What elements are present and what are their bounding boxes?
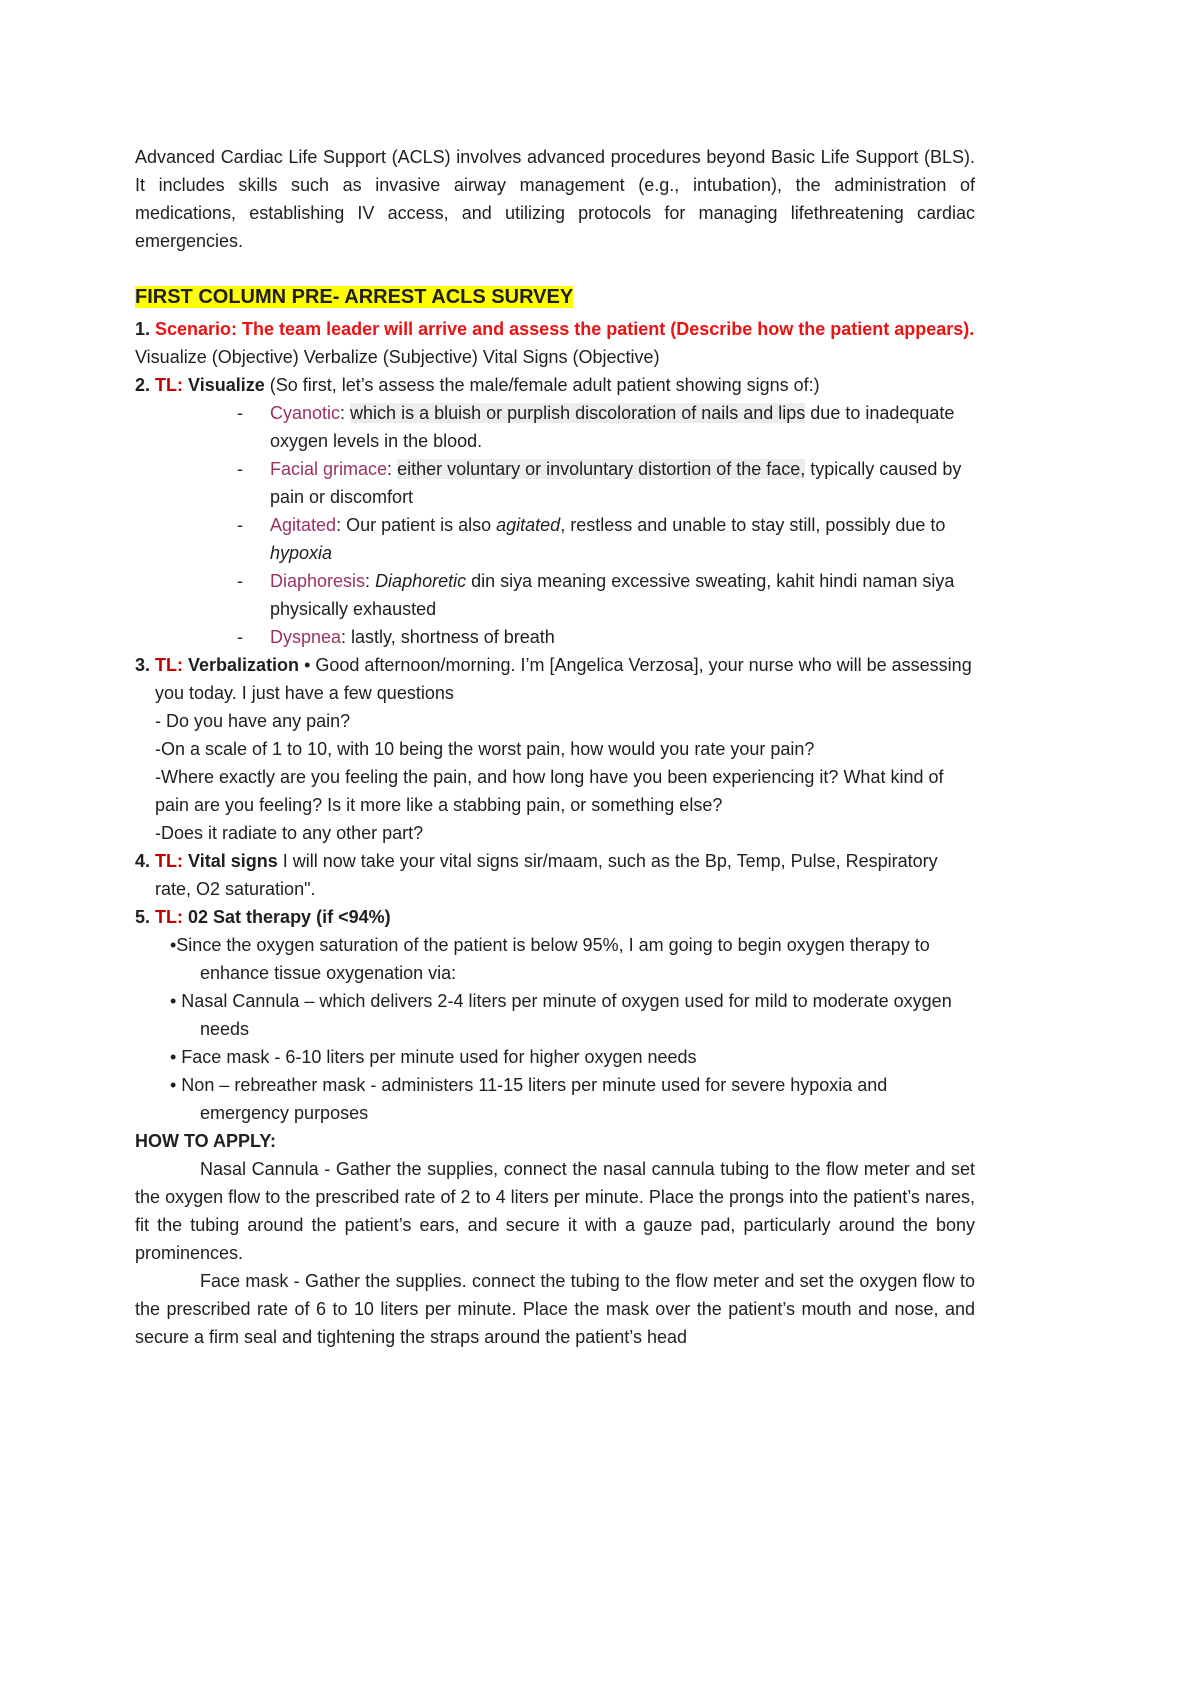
dash-bullet-icon: - (237, 627, 243, 647)
visualize-item (135, 371, 975, 399)
face-mask-bullet (135, 1043, 975, 1071)
text-segment: TL: (155, 655, 183, 675)
text-segment: -Where exactly are you feeling the pain, and how long have you been experiencing it? What kind of pain are you feeling? Is it more like a stabbing pain, or something else? (155, 767, 944, 815)
intro-paragraph (135, 143, 975, 255)
text-segment: : (387, 459, 398, 479)
text-segment: Advanced Cardiac Life Support (ACLS) involves advanced procedures beyond Basic Life Support (BLS). It includes skills such as invasive airway management (e.g., intubation), the administration of medications, establishing IV access, and utilizing protocols for managing lifethreatening cardiac emergencies. (135, 147, 975, 251)
text-segment: : lastly, shortness of breath (341, 627, 555, 647)
text-segment: typically caused by pain or discomfort (270, 459, 962, 507)
text-segment: 2. (135, 375, 156, 395)
text-segment: 3. (135, 655, 156, 675)
text-segment: Facial grimace (270, 459, 388, 479)
text-segment: due to inadequate oxygen levels in the blood. (270, 403, 955, 451)
text-segment: agitated (496, 515, 561, 535)
text-segment: • Good afternoon/morning. I’m [Angelica Verzosa], your nurse who will be assessing you today. I just have a few questions (155, 655, 972, 703)
text-segment: 02 Sat therapy (if <94%) (188, 907, 391, 927)
text-segment: , restless and unable to stay still, possibly due to (560, 515, 946, 535)
text-segment: FIRST COLUMN PRE- ARREST ACLS SURVEY (135, 286, 574, 308)
text-segment: either voluntary or involuntary distortion of the face, (397, 459, 806, 479)
dash-bullet-icon: - (237, 515, 243, 535)
question-1 (135, 707, 975, 735)
text-segment: (So first, let’s assess the male/female adult patient showing signs of:) (264, 375, 820, 395)
dash-bullet-icon: - (237, 571, 243, 591)
text-segment: Visualize (188, 375, 265, 395)
dash-bullet-icon: - (237, 459, 243, 479)
text-segment: Diaphoresis (270, 571, 366, 591)
symptom-diaphoresis (135, 567, 975, 623)
dash-bullet-icon: - (237, 403, 243, 423)
text-segment: -On a scale of 1 to 10, with 10 being the worst pain, how would you rate your pain? (155, 739, 815, 759)
o2-sat-therapy-item (135, 903, 975, 931)
symptom-diaphoresis-text (270, 567, 975, 623)
nasal-cannula-instructions (135, 1155, 975, 1267)
symptom-dyspnea (135, 623, 975, 651)
nasal-cannula-bullet (135, 987, 975, 1043)
symptom-agitated (135, 511, 975, 567)
symptom-cyanotic-text (270, 399, 975, 455)
survey-heading (135, 283, 975, 311)
text-segment: -Does it radiate to any other part? (155, 823, 424, 843)
how-to-apply-heading (135, 1127, 975, 1155)
non-rebreather-bullet (135, 1071, 975, 1127)
symptom-agitated-text (270, 511, 975, 567)
text-segment: hypoxia (270, 543, 333, 563)
symptom-cyanotic (135, 399, 975, 455)
face-mask-instructions (135, 1267, 975, 1351)
text-segment: Diaphoretic (375, 571, 467, 591)
symptom-dyspnea-text (270, 623, 975, 651)
assessment-types-line (135, 343, 975, 371)
text-segment: • Face mask - 6-10 liters per minute used for higher oxygen needs (170, 1047, 697, 1067)
scenario-item (135, 315, 975, 343)
text-segment: din siya meaning excessive sweating, kahit hindi naman siya physically exhausted (270, 571, 955, 619)
symptom-facial-grimace-text (270, 455, 975, 511)
text-segment: Agitated (270, 515, 337, 535)
vital-signs-item (135, 847, 975, 903)
text-segment: : (340, 403, 351, 423)
text-segment: which is a bluish or purplish discoloration of nails and lips (350, 403, 806, 423)
text-segment: • Non – rebreather mask - administers 11-15 liters per minute used for severe hypoxia and emergency purposes (170, 1075, 888, 1123)
question-4 (135, 819, 975, 847)
text-segment: : (365, 571, 376, 591)
text-segment: - Do you have any pain? (155, 711, 351, 731)
text-segment: 4. (135, 851, 156, 871)
text-segment: Verbalization (188, 655, 300, 675)
text-segment: I will now take your vital signs sir/maam, such as the Bp, Temp, Pulse, Respiratory rate, O2 saturation". (155, 851, 938, 899)
text-segment: 1. (135, 319, 156, 339)
text-segment: Nasal Cannula - Gather the supplies, connect the nasal cannula tubing to the flow meter and set the oxygen flow to the prescribed rate of 2 to 4 liters per minute. Place the prongs into the patient’s nares, fit the tubing around the patient’s ears, and secure it with a gauze pad, particularly around the bony prominences. (135, 1159, 975, 1263)
text-segment: TL: (155, 375, 183, 395)
text-segment: Scenario: The team leader will arrive and assess the patient (Describe how the patient appears). (155, 319, 975, 339)
text-segment: 5. (135, 907, 156, 927)
text-segment: TL: (155, 907, 183, 927)
symptom-facial-grimace (135, 455, 975, 511)
text-segment: HOW TO APPLY: (135, 1131, 277, 1151)
question-3 (135, 763, 975, 819)
text-segment: Dyspnea (270, 627, 342, 647)
text-segment: • Nasal Cannula – which delivers 2-4 liters per minute of oxygen used for mild to moderate oxygen needs (170, 991, 952, 1039)
question-2 (135, 735, 975, 763)
text-segment: Face mask - Gather the supplies. connect the tubing to the flow meter and set the oxygen flow to the prescribed rate of 6 to 10 liters per minute. Place the mask over the patient’s mouth and nose, and secure a firm seal and tightening the straps around the patient’s head (135, 1271, 975, 1347)
text-segment: : Our patient is also (336, 515, 497, 535)
text-segment: TL: (155, 851, 183, 871)
text-segment: •Since the oxygen saturation of the patient is below 95%, I am going to begin oxygen therapy to enhance tissue oxygenation via: (170, 935, 930, 983)
text-segment: Cyanotic (270, 403, 341, 423)
text-segment: Visualize (Objective) Verbalize (Subjective) Vital Signs (Objective) (135, 347, 660, 367)
oxygen-therapy-intro (135, 931, 975, 987)
text-segment: Vital signs (188, 851, 278, 871)
verbalization-item (135, 651, 975, 707)
